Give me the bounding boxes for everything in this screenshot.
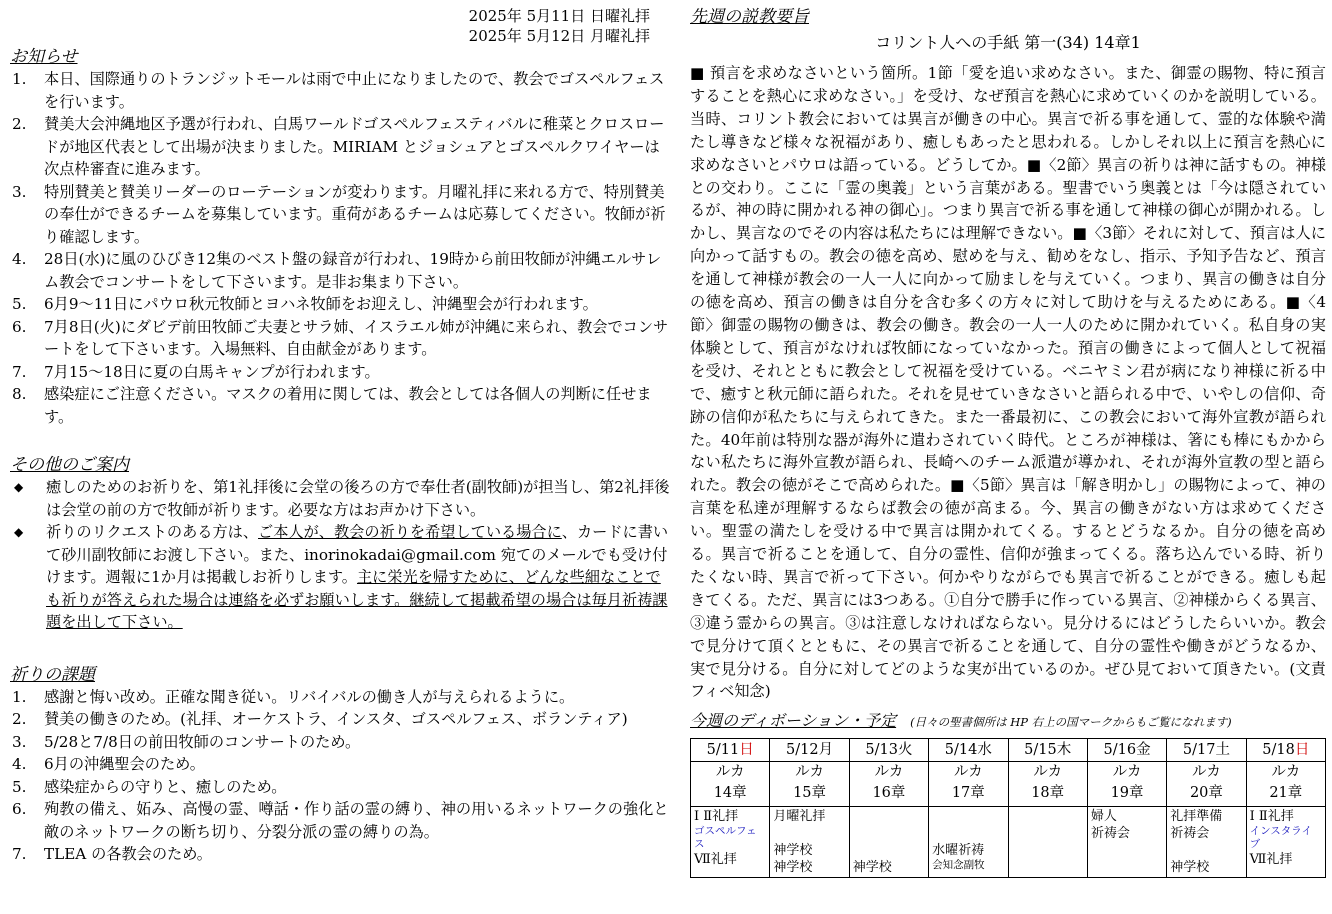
list-item (10, 686, 670, 709)
day-reading-cell (1087, 762, 1166, 807)
reading-book: ルカ (874, 764, 904, 781)
prayer-request-text: 祈りのリクエストのある方は、 (46, 523, 259, 541)
list-item (10, 753, 670, 776)
day-reading-cell (1008, 762, 1087, 807)
event-item: 水曜祈祷 (932, 843, 985, 859)
sermon-title: コリント人への手紙 第一(34) 14章1 (875, 33, 1141, 52)
prayer-answer-request: 主に栄光を帰すために、どんな些細なことでも祈りが答えられた場合は連絡を必ずお願いします。継続して掲載希望の場合は毎月祈祷課題を出して下さい。 (46, 568, 668, 631)
item-number: 7. (12, 845, 27, 863)
day-reading-cell (1246, 762, 1325, 807)
day-events-cell (691, 807, 770, 878)
list-item (10, 248, 670, 293)
list-item (10, 731, 670, 754)
event-item: 神学校 (773, 860, 813, 876)
item-number: 4. (12, 250, 27, 268)
event-item: Ⅶ礼拝 (694, 852, 737, 868)
day-events-cell (770, 807, 849, 878)
day-events-cell (849, 807, 928, 878)
item-text: TLEA の各教会のため。 (44, 845, 212, 863)
event-item: 神学校 (1170, 860, 1210, 876)
table-row-events (691, 807, 1326, 878)
item-text: 感染症からの守りと、癒しのため。 (44, 777, 287, 796)
day-events-cell (1008, 807, 1087, 878)
day-of-week: 土 (1215, 742, 1230, 759)
day-date-cell (929, 739, 1008, 762)
item-number: 8. (12, 385, 27, 403)
item-number: 1. (12, 70, 27, 88)
sermon-heading: 先週の説教要旨 (690, 7, 809, 27)
item-number: 7. (12, 362, 27, 381)
item-number: 6. (12, 800, 27, 818)
date-monday: 2025年 5月12日 月曜礼拝 (468, 27, 650, 45)
event-item: Ⅰ Ⅱ礼拝 (1249, 809, 1294, 825)
day-events-cell (1246, 807, 1325, 878)
item-number: 2. (12, 710, 27, 728)
announcements-heading: お知らせ (10, 47, 78, 67)
day-reading-cell (770, 762, 849, 807)
item-text: 28日(水)に風のひびき12集のベスト盤の録音が行われ、19時から前田牧師が沖縄エルサレム教会でコンサートをして下さいます。是非お集まり下さい。 (44, 250, 662, 291)
day-date-cell (1087, 739, 1166, 762)
event-item (932, 825, 1004, 842)
day-date: 5/12 (786, 742, 819, 759)
item-number: 1. (12, 687, 27, 706)
day-reading-cell (929, 762, 1008, 807)
event-item: Ⅶ礼拝 (1249, 852, 1293, 868)
reading-book: ルカ (795, 764, 825, 781)
day-of-week: 日 (1294, 742, 1310, 759)
day-date-cell (691, 739, 770, 762)
event-item: Ⅰ Ⅱ礼拝 (694, 809, 739, 825)
reading-chapter: 16章 (872, 785, 906, 802)
item-text: 7月8日(火)にダビデ前田牧師ご夫妻とサラ姉、イスラエル姉が沖縄に来られ、教会でコンサートをして下さいます。入場無料、自由献金があります。 (44, 317, 669, 358)
list-item (10, 776, 670, 799)
item-text: 賛美の働きのため。(礼拝、オーケストラ、インスタ、ゴスペルフェス、ボランティア) (44, 710, 628, 728)
day-reading-cell (691, 762, 770, 807)
reading-book: ルカ (1271, 764, 1301, 781)
day-events-cell (929, 807, 1008, 878)
day-reading-cell (1167, 762, 1246, 807)
list-item (10, 843, 670, 866)
table-row-readings (691, 762, 1326, 807)
table-row-dates (691, 739, 1326, 762)
day-date-cell (1008, 739, 1087, 762)
item-text: 殉教の備え、妬み、高慢の霊、噂話・作り話の霊の縛り、神の用いるネットワークの強化と敵のネットワークの断ち切り、分裂分派の霊の縛りの為。 (44, 800, 669, 841)
service-dates (10, 6, 670, 46)
reading-chapter: 19章 (1110, 785, 1144, 802)
event-item: 祈祷会 (1170, 826, 1210, 842)
event-item: 婦人 (1090, 809, 1117, 825)
day-date: 5/13 (865, 742, 898, 759)
list-item (10, 316, 670, 361)
item-text: 特別賛美と賛美リーダーのローテーションが変わります。月曜礼拝に来れる方で、特別賛美の奉仕ができるチームを募集しています。重荷があるチームは応募してください。牧師が祈り確認します。 (44, 182, 666, 246)
item-text: 7月15〜18日に夏の白馬キャンプが行われます。 (44, 362, 380, 381)
event-item: 月曜礼拝 (773, 809, 826, 825)
devotion-schedule-table (690, 738, 1326, 878)
day-reading-cell (849, 762, 928, 807)
day-date-cell (770, 739, 849, 762)
item-number: 3. (12, 732, 27, 751)
day-of-week: 木 (1056, 742, 1072, 759)
item-number: 5. (12, 295, 27, 313)
prayer-topics-list (10, 686, 670, 866)
diamond-bullet-icon: ◆ (14, 480, 24, 494)
event-item: 神学校 (773, 843, 813, 859)
day-date-cell (849, 739, 928, 762)
event-item (853, 808, 925, 825)
list-item (10, 708, 670, 731)
list-item (10, 361, 670, 384)
devotion-note: (日々の聖書個所は HP 右上の国マークからもご覧になれます) (910, 715, 1232, 730)
event-item (932, 808, 1004, 825)
day-of-week: 火 (897, 742, 913, 759)
item-number: 3. (12, 182, 27, 201)
other-info-list (10, 476, 670, 634)
day-of-week: 金 (1136, 742, 1151, 759)
day-of-week: 日 (739, 742, 754, 759)
item-number: 2. (12, 115, 27, 133)
sermon-body: ■ 預言を求めなさいという箇所。1節「愛を追い求めなさい。また、御霊の賜物、特に預言することを熱心に求めなさい。」を受け、なぜ預言を熱心に求めていくのかを説明している。当時、コリント教会においては異言が働きの中心。異言で祈る事を通して、霊的な体験や満たし導きなど様々な祝福があり、癒しもあったと思われる。しかしそれ以上に預言を熱心に求めなさいとパウロは語っている。どうしてか。■〈2節〉異言の祈りは神に話すもの。神様との交わり。ここに「霊の奥義」という言葉がある。聖書でいう奥義とは「今は隠されているが、神の時に開かれる神の御心」。つまり異言で祈る事を通して神様の御心が開かれる。しかし、異言なのでその内容は私たちには理解できない。■〈3節〉それに対して、預言は人に向かって話すもの。教会の徳を高め、慰めを与え、勧めをなし、指示、予知予告など、預言を通して神様が教会の一人一人に向かって励ましを与えていく。つまり、異言の働きは自分の徳を高め、預言の働きは自分を含む多くの方々に対して助けを与えるためにある。■〈4節〉御霊の賜物の働きは、教会の働き。教会の一人一人のために開かれていく。私自身の実体験として、預言がなければ牧師になっていなかった。預言の働きによって個人として祝福を受け、それとともに教会として祝福を受けている。ベニヤミン君が病になり神様に祈る中で、癒すと秋元師に語られた。それを見せていきなさいと語られる中で、いやしの信仰、奇跡の信仰が私たちに与えられてきた。また一番最初に、この教会において海外宣教が語られた。40年前は特別な器が海外に遣わされていく時代。ところが神様は、箸にも棒にもかからない私たちに海外宣教が語られ、長崎へのチーム派遣が導かれ、それが海外宣教の型と語られた。教会の徳がそこで高められた。■〈5節〉異言は「解き明かし」の賜物によって、神の言葉を私達が理解するならば教会の徳が高まる。今、異言の働きがない方は求めてください。聖霊の満たしを受ける中で異言は開かれてくる。するとどうなるか。自分の徳を高める。異言で祈ることを通して、自分の霊性、信仰が強まってくる。落ち込んでいる時、祈りたくない時、異言で祈って下さい。何かやりながらでも異言で祈ることができる。癒しも起きてくる。ただ、異言には3つある。①自分で勝手に作っている異言、②神様からくる異言、③違う霊からの異言。③は注意しなければならない。見分けるにはどうしたらいいか。教会で見分けて頂くとともに、その異言で祈ることを通して、自分の霊性や働きがどうなるか、実で見分ける。自分に対してどのような実が出ているのか。ぜひ見ておいて頂きたい。(文責 フィベ知念) (690, 64, 1327, 701)
reading-chapter: 17章 (951, 785, 985, 802)
item-text: 5/28と7/8日の前田牧師のコンサートのため。 (44, 732, 361, 751)
right-column (690, 6, 1326, 906)
event-item: 祈祷会 (1090, 826, 1130, 842)
item-text: 6月9〜11日にパウロ秋元牧師とヨハネ牧師をお迎えし、沖縄聖会が行われます。 (44, 295, 598, 313)
announcements-list (10, 68, 670, 428)
reading-book: ルカ (715, 764, 745, 781)
item-number: 6. (12, 317, 27, 336)
day-events-cell (1087, 807, 1166, 878)
devotion-header (690, 711, 1326, 732)
list-item (10, 113, 670, 181)
event-item: 会知念副牧 (932, 859, 985, 872)
prayer-topics-heading: 祈りの課題 (10, 664, 95, 685)
day-date: 5/17 (1182, 742, 1216, 759)
reading-book: ルカ (1112, 764, 1142, 781)
day-date: 5/14 (944, 742, 978, 759)
reading-book: ルカ (1191, 764, 1221, 781)
event-item: 礼拝準備 (1170, 809, 1223, 825)
item-text: 6月の沖縄聖会のため。 (44, 755, 205, 773)
item-text: 感謝と悔い改め。正確な聞き従い。リバイバルの働き人が与えられるように。 (44, 687, 575, 706)
date-sunday: 2025年 5月11日 日曜礼拝 (468, 7, 650, 25)
event-item: 神学校 (852, 860, 892, 876)
item-number: 4. (12, 755, 27, 773)
day-of-week: 月 (818, 742, 834, 759)
day-of-week: 水 (977, 742, 992, 759)
reading-chapter: 15章 (793, 785, 827, 802)
event-item: インスタライブ (1249, 825, 1312, 851)
devotion-heading: 今週のディボーション・予定 (690, 711, 897, 731)
prayer-request-instructions: 、カードに書いて砂川副牧師にお渡し下さい。また、inorinokadai@gmail.com 宛てのメールでも受け付けます。週報に1か月は掲載しお祈りします。 (46, 523, 669, 586)
item-number: 5. (12, 777, 27, 796)
list-item (10, 798, 670, 843)
diamond-bullet-icon: ◆ (14, 525, 24, 539)
event-item (773, 825, 845, 842)
left-column (10, 6, 670, 906)
event-item (853, 842, 925, 859)
list-item (10, 293, 670, 316)
day-date: 5/18 (1262, 742, 1295, 759)
day-date-cell (1167, 739, 1246, 762)
event-item (1170, 842, 1242, 859)
list-item (10, 181, 670, 249)
day-events-cell (1167, 807, 1246, 878)
reading-chapter: 14章 (713, 785, 747, 802)
healing-prayer-text: 癒しのためのお祈りを、第1礼拝後に会堂の後ろの方で奉仕者(副牧師)が担当し、第2礼拝後は会堂の前の方で牧師が祈ります。必要な方はお声かけ下さい。 (46, 478, 670, 519)
day-date-cell (1246, 739, 1325, 762)
day-date: 5/16 (1103, 742, 1137, 759)
event-item (853, 825, 925, 842)
other-info-heading: その他のご案内 (10, 455, 129, 475)
day-date: 5/15 (1024, 742, 1057, 759)
list-item (10, 476, 670, 521)
item-text: 賛美大会沖縄地区予選が行われ、白馬ワールドゴスペルフェスティバルに稚菜とクロスロードが地区代表として出場が決まりました。MIRIAM とジョシュアとゴスペルクワイヤーは次点枠審査に進みます。 (44, 115, 665, 178)
prayer-request-condition: ご本人が、教会の祈りを希望している場合に (258, 523, 562, 541)
list-item (10, 383, 670, 428)
item-text: 感染症にご注意ください。マスクの着用に関しては、教会としては各個人の判断に任せます。 (44, 385, 652, 426)
list-item (10, 521, 670, 634)
day-date: 5/11 (706, 742, 740, 759)
event-item: ゴスペルフェス (694, 825, 757, 851)
list-item (10, 68, 670, 113)
reading-chapter: 21章 (1269, 785, 1303, 802)
item-text: 本日、国際通りのトランジットモールは雨で中止になりましたので、教会でゴスペルフェスを行います。 (44, 70, 665, 111)
reading-chapter: 18章 (1031, 785, 1065, 802)
reading-book: ルカ (953, 764, 983, 781)
reading-chapter: 20章 (1189, 785, 1223, 802)
reading-book: ルカ (1033, 764, 1063, 781)
